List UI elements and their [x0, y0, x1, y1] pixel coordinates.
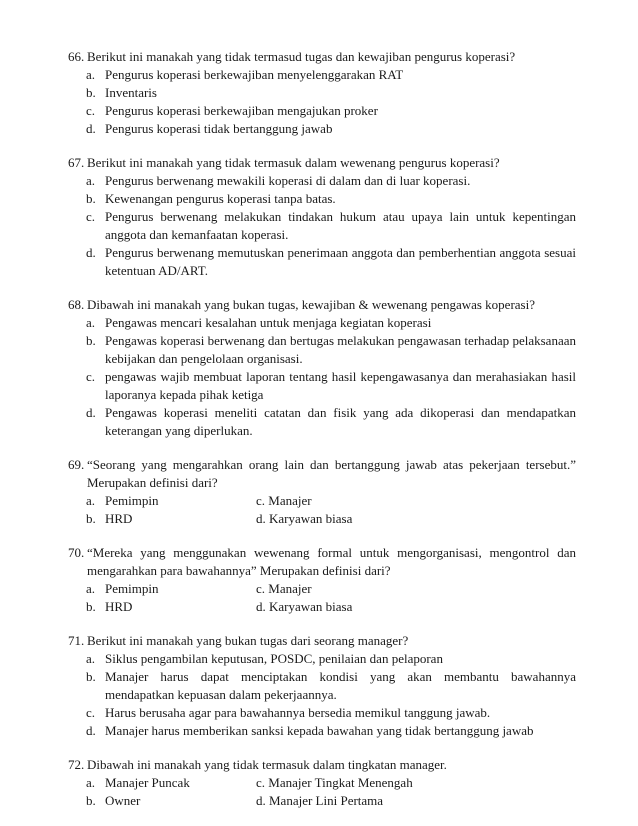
question-number: 70. [68, 545, 85, 560]
option-row [86, 510, 576, 528]
option-letter: a. [86, 651, 96, 666]
option-letter: d. [86, 245, 96, 260]
option-letter: c. [86, 369, 96, 384]
option-text: Pemimpin [105, 581, 159, 596]
option-letter: a. [86, 775, 96, 790]
option-letter: b. [86, 599, 96, 614]
option-text: Pengurus koperasi berkewajiban menyelenggarakan RAT [105, 67, 404, 82]
document-page [68, 48, 576, 826]
question-text: “Seorang yang mengarahkan orang lain dan bertanggung jawab atas pekerjaan tersebut.” Merupakan definisi dari? [87, 457, 576, 490]
option-letter: a. [86, 581, 96, 596]
question-text: Dibawah ini manakah yang tidak termasuk dalam tingkatan manager. [87, 757, 447, 772]
option-text: pengawas wajib membuat laporan tentang hasil kepengawasanya dan merahasiakan hasil laporanya kepada pihak ketiga [105, 369, 576, 402]
question-70 [68, 544, 576, 616]
option-row [86, 598, 576, 616]
question-67 [68, 154, 576, 280]
option-text: Owner [105, 793, 141, 808]
option-letter: b. [86, 333, 96, 348]
option-a [86, 774, 256, 792]
option-letter: b. [86, 511, 96, 526]
question-text: “Mereka yang menggunakan wewenang formal untuk mengorganisasi, mengontrol dan mengarahkan para bawahannya” Merupakan definisi dari? [87, 545, 576, 578]
option-letter: d. [86, 723, 96, 738]
option-d [86, 722, 576, 740]
question-stem [68, 296, 576, 314]
option-letter: c. [86, 209, 96, 224]
option-text: Kewenangan pengurus koperasi tanpa batas. [105, 191, 336, 206]
option-text: Harus berusaha agar para bawahannya bersedia memikul tanggung jawab. [105, 705, 491, 720]
option-text: Pengurus berwenang melakukan tindakan hukum atau upaya lain untuk kepentingan anggota dan kemanfaatan koperasi. [105, 209, 576, 242]
option-row [86, 774, 576, 792]
option-b [86, 190, 576, 208]
option-b [86, 668, 576, 704]
question-66 [68, 48, 576, 138]
question-number: 71. [68, 633, 85, 648]
option-a [86, 650, 576, 668]
question-number: 66. [68, 49, 85, 64]
option-b [86, 84, 576, 102]
option-text: Pengawas koperasi meneliti catatan dan fisik yang ada dikoperasi dan mendapatkan keterangan yang diperlukan. [105, 405, 576, 438]
option-letter: d. [86, 405, 96, 420]
option-b [86, 792, 256, 810]
option-d [86, 244, 576, 280]
option-c [86, 704, 576, 722]
question-number: 67. [68, 155, 85, 170]
option-d [86, 120, 576, 138]
option-letter: a. [86, 315, 96, 330]
option-a [86, 172, 576, 190]
question-stem [68, 154, 576, 172]
question-stem [68, 456, 576, 492]
option-text: Pengurus berwenang mewakili koperasi di dalam dan di luar koperasi. [105, 173, 471, 188]
option-letter: a. [86, 67, 96, 82]
question-68 [68, 296, 576, 440]
option-text: Pengawas mencari kesalahan untuk menjaga kegiatan koperasi [105, 315, 432, 330]
option-text: Pengurus koperasi tidak bertanggung jawab [105, 121, 333, 136]
option-c [86, 208, 576, 244]
option-text: Siklus pengambilan keputusan, POSDC, penilaian dan pelaporan [105, 651, 443, 666]
question-71 [68, 632, 576, 740]
question-text: Dibawah ini manakah yang bukan tugas, kewajiban & wewenang pengawas koperasi? [87, 297, 535, 312]
option-text: Pemimpin [105, 493, 159, 508]
question-72 [68, 756, 576, 810]
option-d [86, 404, 576, 440]
option-letter: a. [86, 173, 96, 188]
question-stem [68, 756, 576, 774]
question-text: Berikut ini manakah yang tidak termasud tugas dan kewajiban pengurus koperasi? [87, 49, 516, 64]
option-text: Inventaris [105, 85, 157, 100]
option-d: d. Karyawan biasa [256, 511, 353, 526]
option-text: HRD [105, 511, 133, 526]
option-text: Manajer harus memberikan sanksi kepada bawahan yang tidak bertanggung jawab [105, 723, 534, 738]
option-letter: c. [86, 103, 96, 118]
option-a [86, 580, 256, 598]
option-letter: b. [86, 191, 96, 206]
option-text: Pengawas koperasi berwenang dan bertugas melakukan pengawasan terhadap pelaksanaan kebijakan dan pengelolaan organisasi. [105, 333, 576, 366]
question-stem [68, 632, 576, 650]
question-stem [68, 48, 576, 66]
question-number: 68. [68, 297, 85, 312]
option-text: Manajer harus dapat menciptakan kondisi yang akan membantu bawahannya mendapatkan kepuasan dalam pekerjaannya. [105, 669, 576, 702]
option-a [86, 492, 256, 510]
option-c: c. Manajer Tingkat Menengah [256, 775, 413, 790]
option-d: d. Karyawan biasa [256, 599, 353, 614]
option-c: c. Manajer [256, 493, 312, 508]
option-text: Pengurus koperasi berkewajiban mengajukan proker [105, 103, 378, 118]
option-c [86, 102, 576, 120]
option-row [86, 492, 576, 510]
option-letter: a. [86, 493, 96, 508]
option-a [86, 314, 576, 332]
option-a [86, 66, 576, 84]
option-letter: b. [86, 85, 96, 100]
option-letter: d. [86, 121, 96, 136]
question-text: Berikut ini manakah yang tidak termasuk dalam wewenang pengurus koperasi? [87, 155, 500, 170]
option-text: Manajer Puncak [105, 775, 190, 790]
question-number: 72. [68, 757, 85, 772]
question-text: Berikut ini manakah yang bukan tugas dari seorang manager? [87, 633, 409, 648]
option-c: c. Manajer [256, 581, 312, 596]
question-stem [68, 544, 576, 580]
question-number: 69. [68, 457, 85, 472]
option-letter: c. [86, 705, 96, 720]
option-c [86, 368, 576, 404]
option-d: d. Manajer Lini Pertama [256, 793, 384, 808]
option-row [86, 792, 576, 810]
option-text: Pengurus berwenang memutuskan penerimaan anggota dan pemberhentian anggota sesuai ketentuan AD/ART. [105, 245, 576, 278]
option-b [86, 598, 256, 616]
option-text: HRD [105, 599, 133, 614]
option-row [86, 580, 576, 598]
option-letter: b. [86, 793, 96, 808]
question-69 [68, 456, 576, 528]
option-b [86, 332, 576, 368]
option-letter: b. [86, 669, 96, 684]
option-b [86, 510, 256, 528]
